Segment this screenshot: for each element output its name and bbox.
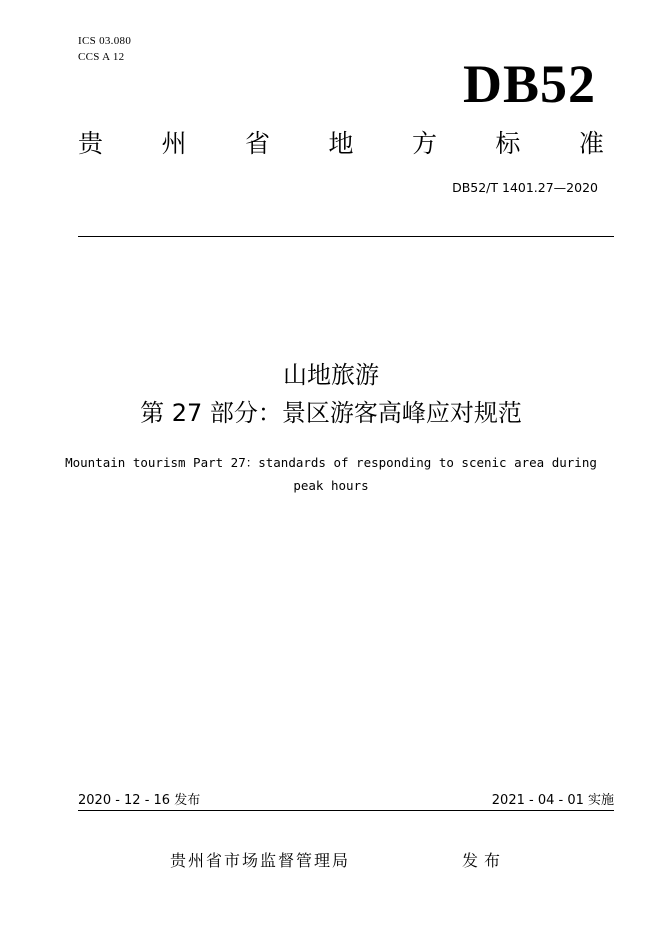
implementation-date: 2021 - 04 - 01 实施 <box>491 793 614 808</box>
document-title-en-line2: peak hours <box>293 478 369 493</box>
title-char: 方 <box>411 129 437 158</box>
issue-date: 2020 - 12 - 16 发布 <box>78 793 201 808</box>
footer-divider <box>78 810 614 811</box>
issuing-authority: 贵州省市场监督管理局 <box>170 851 351 870</box>
standard-category-title <box>78 126 604 162</box>
document-title-en-line1: Mountain tourism Part 27：standards of responding to scenic area during <box>65 455 597 470</box>
ccs-code: CCS A 12 <box>78 51 125 63</box>
header-divider <box>78 236 614 237</box>
title-char: 州 <box>161 129 187 158</box>
issue-label: 发布 <box>462 851 507 870</box>
title-char: 省 <box>244 129 270 158</box>
title-char: 地 <box>328 129 354 158</box>
document-title-cn-part: 第 27 部分：景区游客高峰应对规范 <box>140 399 522 427</box>
standard-code-logo: DB52 <box>462 54 596 114</box>
title-char: 贵 <box>78 129 104 158</box>
title-char: 标 <box>495 129 521 158</box>
document-title-cn-main: 山地旅游 <box>283 361 379 389</box>
standard-number: DB52/T 1401.27—2020 <box>452 180 598 195</box>
title-char: 准 <box>578 129 604 158</box>
ics-code: ICS 03.080 <box>78 35 132 47</box>
